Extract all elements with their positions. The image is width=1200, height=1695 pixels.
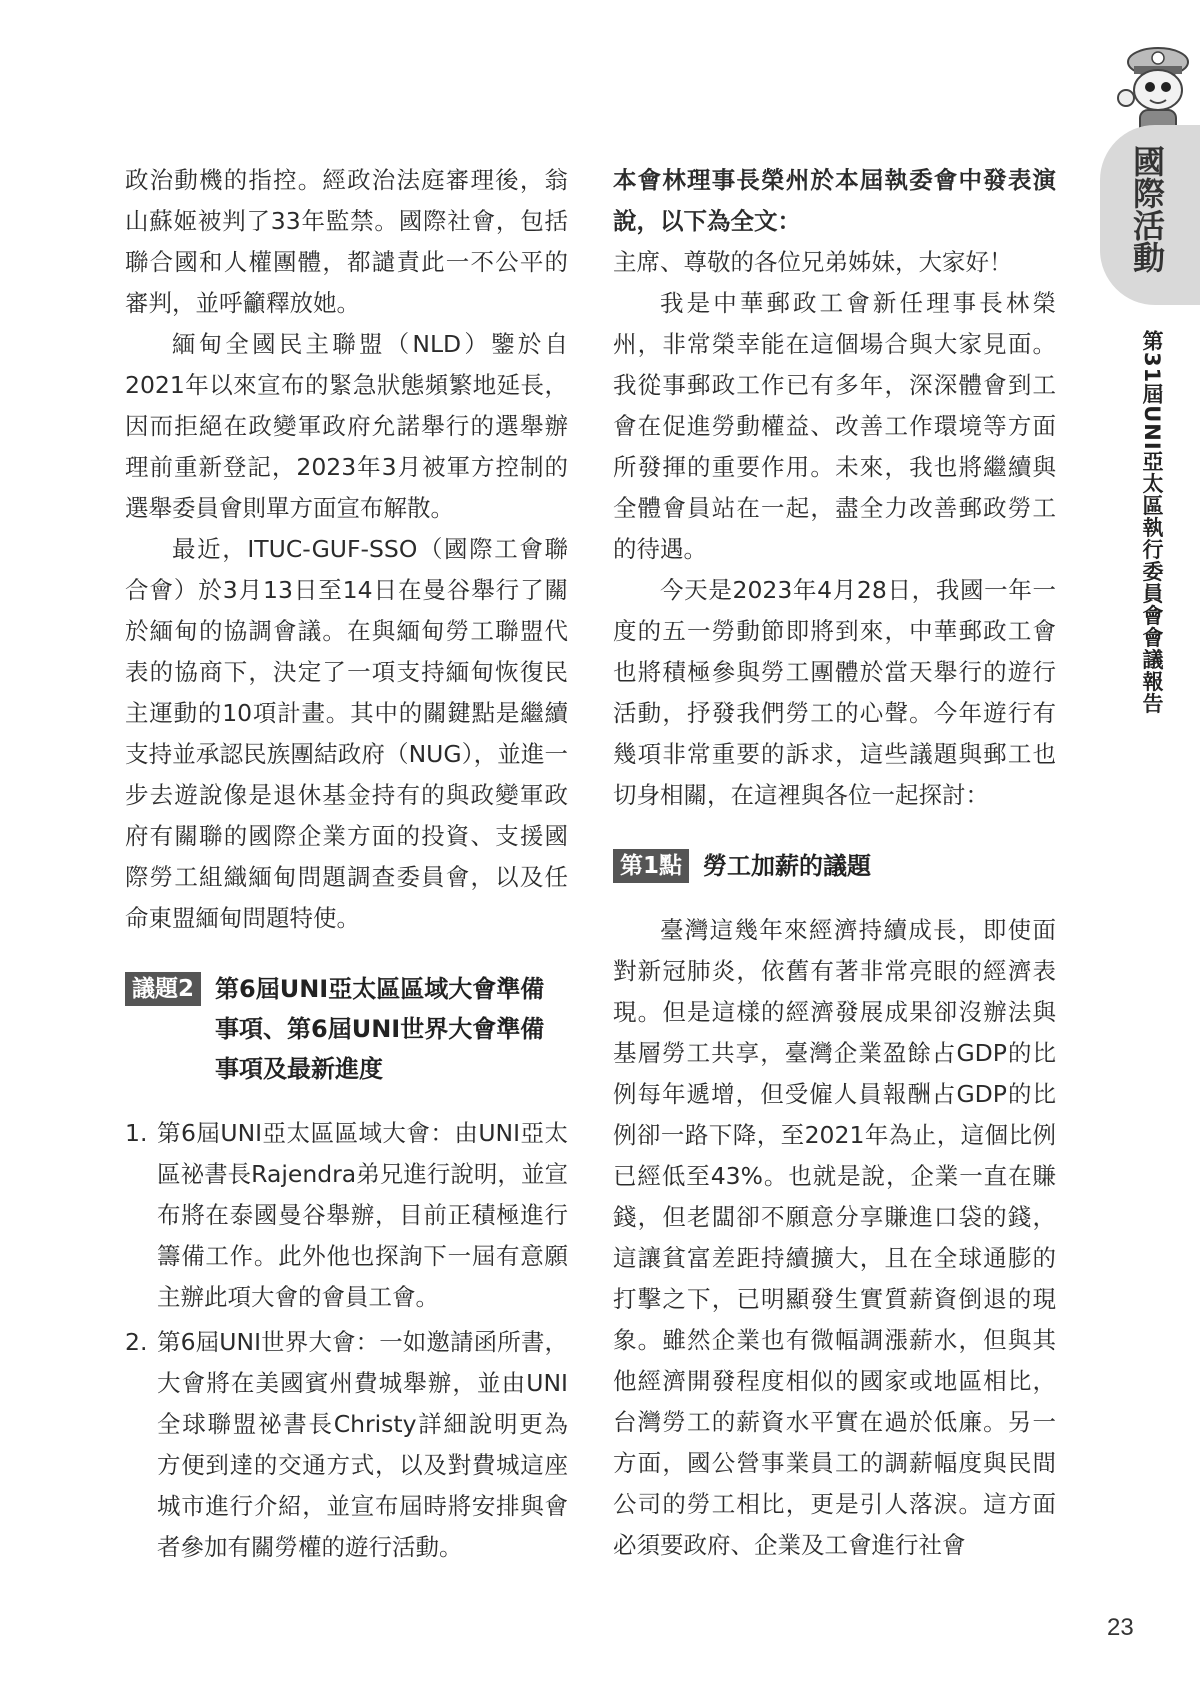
list-item-number: 1. (125, 1119, 148, 1147)
paragraph: 最近，ITUC-GUF-SSO（國際工會聯合會）於3月13日至14日在曼谷舉行了關於緬甸的協調會議。在與緬甸勞工聯盟代表的協商下，決定了一項支持緬甸恢復民主運動的10項計畫。其中的關鍵點是繼續支持並承認民族團結政府（NUG），並進一步去遊說像是退休基金持有的與政變軍政府有關聯的國際企業方面的投資、支援國際勞工組織緬甸問題調查委員會，以及任命東盟緬甸問題特使。 (125, 535, 568, 932)
list-item-text: 第6屆UNI亞太區區域大會：由UNI亞太區祕書長Rajendra弟兄進行說明，並宣布將在泰國曼谷舉辦，目前正積極進行籌備工作。此外他也探詢下一屆有意願主辦此項大會的會員工會。 (157, 1119, 568, 1311)
list-item-number: 2. (125, 1328, 148, 1356)
right-column (613, 160, 1056, 1566)
paragraph: 我是中華郵政工會新任理事長林榮州，非常榮幸能在這個場合與大家見面。我從事郵政工作已有多年，深深體會到工會在促進勞動權益、改善工作環境等方面所發揮的重要作用。未來，我也將繼續與全體會員站在一起，盡全力改善郵政勞工的待遇。 (613, 289, 1056, 563)
list-item (125, 1113, 568, 1318)
section-heading (613, 846, 1056, 886)
heading-tag: 第1點 (613, 849, 689, 883)
left-column (125, 160, 568, 1572)
heading-tag: 議題2 (125, 972, 201, 1006)
section-heading (125, 969, 568, 1089)
intro-bold: 本會林理事長榮州於本屆執委會中發表演說，以下為全文： (613, 166, 1056, 235)
greeting: 主席、尊敬的各位兄弟姊妹，大家好！ (613, 248, 1013, 276)
paragraph: 緬甸全國民主聯盟（NLD）鑒於自2021年以來宣布的緊急狀態頻繁地延長，因而拒絕在政變軍政府允諾舉行的選舉辦理前重新登記，2023年3月被軍方控制的選舉委員會則單方面宣布解散。 (125, 330, 568, 522)
numbered-list (125, 1113, 568, 1568)
paragraph: 今天是2023年4月28日，我國一年一度的五一勞動節即將到來，中華郵政工會也將積極參與勞工團體於當天舉行的遊行活動，抒發我們勞工的心聲。今年遊行有幾項非常重要的訴求，這些議題與郵工也切身相關，在這裡與各位一起探討： (613, 576, 1056, 809)
heading-text: 勞工加薪的議題 (703, 852, 872, 880)
running-title: 第31屆UNI亞太區執行委員會會議報告 (1140, 330, 1164, 715)
paragraph: 臺灣這幾年來經濟持續成長，即使面對新冠肺炎，依舊有著非常亮眼的經濟表現。但是這樣的經濟發展成果卻沒辦法與基層勞工共享，臺灣企業盈餘占GDP的比例每年遞增，但受僱人員報酬占GDP的比例卻一路下降，至2021年為止，這個比例已經低至43%。也就是說，企業一直在賺錢，但老闆卻不願意分享賺進口袋的錢，這讓貧富差距持續擴大，且在全球通膨的打擊之下，已明顯發生實質薪資倒退的現象。雖然企業也有微幅調漲薪水，但與其他經濟開發程度相似的國家或地區相比，台灣勞工的薪資水平實在過於低廉。另一方面，國公營事業員工的調薪幅度與民間公司的勞工相比，更是引人落淚。這方面必須要政府、企業及工會進行社會 (613, 916, 1056, 1559)
list-item (125, 1322, 568, 1568)
paragraph: 政治動機的指控。經政治法庭審理後，翁山蘇姬被判了33年監禁。國際社會，包括聯合國和人權團體，都譴責此一不公平的審判，並呼籲釋放她。 (125, 166, 568, 317)
page-number: 23 (1107, 1614, 1134, 1641)
section-tab-label: 國際活動 (1128, 145, 1166, 273)
heading-text: 第6屆UNI亞太區區域大會準備事項、第6屆UNI世界大會準備事項及最新進度 (215, 975, 545, 1083)
list-item-text: 第6屆UNI世界大會：一如邀請函所書，大會將在美國賓州費城舉辦，並由UNI全球聯盟祕書長Christy詳細說明更為方便到達的交通方式，以及對費城這座城市進行介紹，並宣布屆時將安排與會者參加有關勞權的遊行活動。 (157, 1328, 568, 1561)
